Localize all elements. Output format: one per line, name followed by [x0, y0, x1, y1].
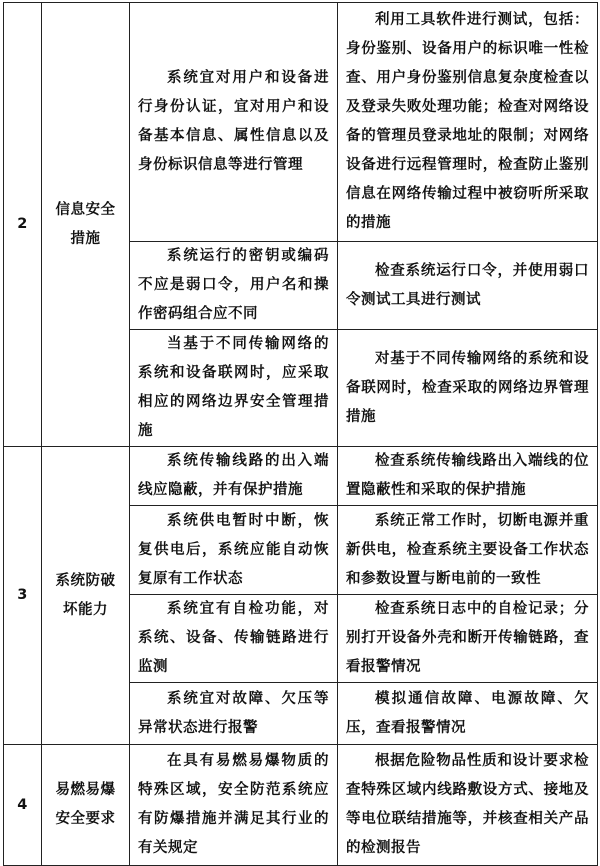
requirement-cell: 系统传输线路的出入端线应隐蔽，并有保护措施 — [130, 447, 338, 506]
item-name: 信息安全措施 — [42, 3, 130, 447]
method-cell: 根据危险物品性质和设计要求检查特殊区域内线路敷设方式、接地及等电位联结措施等，并核查相关产品的检测报告 — [338, 745, 598, 866]
requirement-cell: 系统运行的密钥或编码不应是弱口令，用户名和操作密码组合应不同 — [130, 242, 338, 330]
requirement-cell: 系统宜有自检功能，对系统、设备、传输链路进行监测 — [130, 595, 338, 683]
requirement-cell: 系统宜对故障、欠压等异常状态进行报警 — [130, 683, 338, 745]
row-number: 2 — [4, 3, 42, 447]
requirement-cell: 系统宜对用户和设备进行身份认证，宜对用户和设备基本信息、属性信息以及身份标识信息等进行管理 — [130, 3, 338, 242]
table-row — [4, 3, 598, 242]
item-name: 系统防破坏能力 — [42, 447, 130, 745]
table-row — [4, 745, 598, 866]
requirement-cell: 在具有易燃易爆物质的特殊区域，安全防范系统应有防爆措施并满足其行业的有关规定 — [130, 745, 338, 866]
inspection-table — [3, 2, 598, 866]
table-row — [4, 447, 598, 506]
method-cell: 检查系统运行口令，并使用弱口令测试工具进行测试 — [338, 242, 598, 330]
requirement-cell: 当基于不同传输网络的系统和设备联网时，应采取相应的网络边界安全管理措施 — [130, 330, 338, 447]
method-cell: 模拟通信故障、电源故障、欠压，查看报警情况 — [338, 683, 598, 745]
method-cell: 检查系统传输线路出入端线的位置隐蔽性和采取的保护措施 — [338, 447, 598, 506]
row-number: 3 — [4, 447, 42, 745]
method-cell: 系统正常工作时，切断电源并重新供电，检查系统主要设备工作状态和参数设置与断电前的一致性 — [338, 506, 598, 595]
requirement-cell: 系统供电暂时中断，恢复供电后，系统应能自动恢复原有工作状态 — [130, 506, 338, 595]
item-name: 易燃易爆安全要求 — [42, 745, 130, 866]
method-cell: 利用工具软件进行测试，包括：身份鉴别、设备用户的标识唯一性检查、用户身份鉴别信息复杂度检查以及登录失败处理功能；检查对网络设备的管理员登录地址的限制；对网络设备进行远程管理时，检查防止鉴别信息在网络传输过程中被窃听所采取的措施 — [338, 3, 598, 242]
method-cell: 对基于不同传输网络的系统和设备联网时，检查采取的网络边界管理措施 — [338, 330, 598, 447]
row-number: 4 — [4, 745, 42, 866]
method-cell: 检查系统日志中的自检记录；分别打开设备外壳和断开传输链路，查看报警情况 — [338, 595, 598, 683]
